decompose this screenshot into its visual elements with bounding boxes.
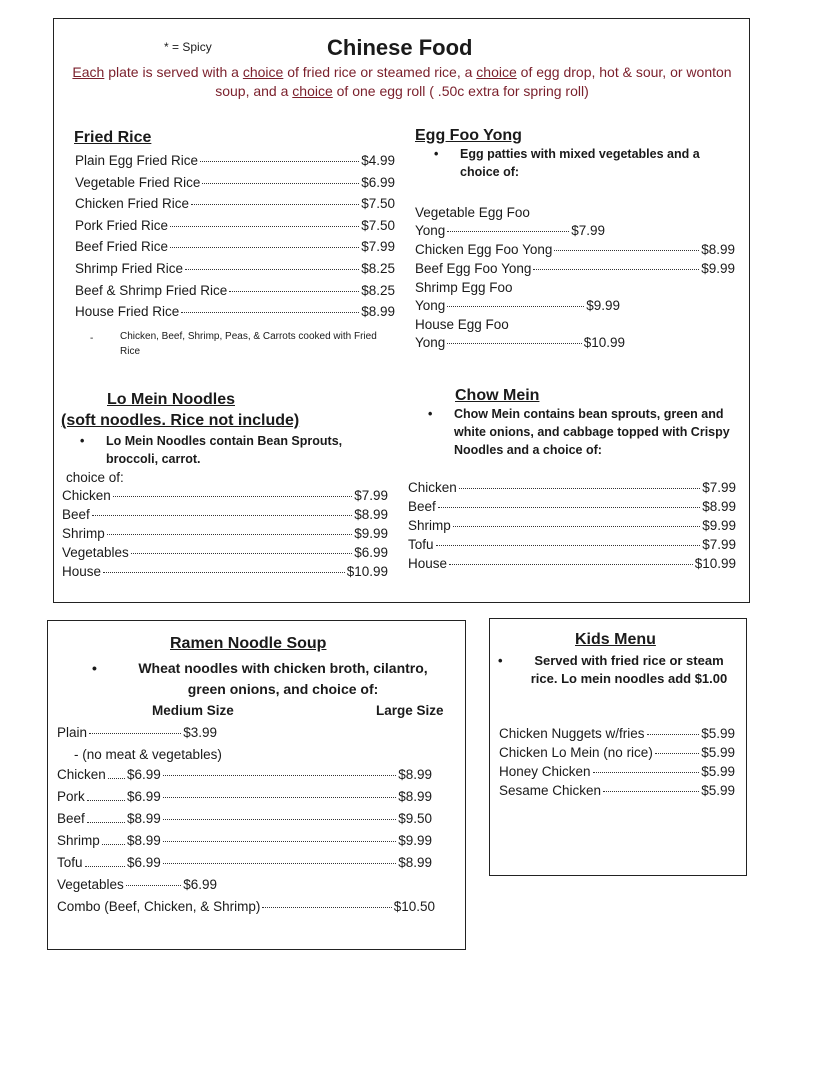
item-name: House: [62, 564, 102, 579]
item-price: $10.99: [583, 335, 625, 350]
item-name: Chicken: [62, 488, 111, 503]
kids-menu-list: [499, 726, 735, 802]
item-price-medium: $6.99: [127, 789, 161, 804]
item-price-medium: $6.99: [127, 855, 161, 870]
menu-item: [408, 556, 736, 575]
menu-item: [415, 261, 735, 280]
dot-leader: [170, 247, 359, 248]
ramen-item-plain: [57, 725, 217, 740]
dot-leader: [87, 786, 125, 801]
item-name: Chicken Lo Mein (no rice): [499, 745, 653, 760]
item-name-line1: Vegetable Egg Foo: [415, 205, 530, 220]
item-name: Tofu: [57, 855, 83, 870]
dot-leader: [113, 496, 352, 497]
menu-item: [408, 537, 736, 556]
item-price: $9.99: [702, 518, 736, 533]
item-price: $10.99: [346, 564, 388, 579]
item-price: $7.99: [571, 223, 605, 238]
dot-leader: [447, 343, 581, 344]
dot-leader: [85, 852, 125, 867]
lo-mein-choice-label: choice of:: [66, 470, 124, 485]
item-price: $9.99: [701, 261, 735, 276]
menu-item: [499, 745, 735, 764]
page-title: Chinese Food: [327, 35, 473, 60]
item-name: House: [408, 556, 448, 571]
lo-mein-subheading: (soft noodles. Rice not include): [61, 412, 300, 429]
menu-item: [499, 783, 735, 802]
menu-item: [75, 153, 395, 175]
item-name: Pork Fried Rice: [75, 217, 169, 233]
intro-part: of one egg roll ( .50c extra for spring roll): [332, 83, 589, 99]
dot-leader: [447, 306, 584, 307]
menu-item: [75, 283, 395, 305]
kids-menu-box: [489, 618, 747, 876]
egg-foo-yong-heading: Egg Foo Yong: [415, 127, 522, 144]
chow-mein-description: • Chow Mein contains bean sprouts, green and white onions, and cabbage topped with Crispy Noodles and a choice of:: [454, 405, 744, 459]
item-price: $8.99: [701, 242, 735, 257]
item-price: $7.99: [361, 239, 395, 255]
item-price: $8.25: [361, 260, 395, 276]
item-price-large: $8.99: [398, 855, 432, 870]
dot-leader: [449, 564, 693, 565]
intro-text: [66, 63, 738, 101]
intro-part: plate is served with a: [104, 64, 243, 80]
item-name: Beef: [408, 499, 436, 514]
dot-leader: [262, 907, 391, 908]
kids-menu-heading: Kids Menu: [575, 631, 656, 648]
dot-leader: [92, 515, 352, 516]
item-price-large: $10.50: [393, 899, 435, 914]
item-name: Beef Fried Rice: [75, 239, 169, 255]
item-name: Chicken Egg Foo Yong: [415, 242, 553, 257]
item-name: Honey Chicken: [499, 764, 591, 779]
dot-leader: [593, 772, 700, 773]
dot-leader: [655, 753, 699, 754]
lo-mein-description: • Lo Mein Noodles contain Bean Sprouts, broccoli, carrot.: [106, 432, 386, 468]
menu-item: [415, 242, 735, 261]
item-name: Shrimp Fried Rice: [75, 260, 184, 276]
menu-item: [75, 218, 395, 240]
menu-item: [408, 499, 736, 518]
item-price: $8.25: [361, 282, 395, 298]
item-price-large: $9.50: [398, 811, 432, 826]
menu-item: [415, 298, 620, 317]
menu-item: [62, 526, 388, 545]
item-name-line1: Shrimp Egg Foo: [415, 280, 513, 295]
chow-mein-list: [408, 480, 736, 575]
item-price-medium: $6.99: [127, 767, 161, 782]
intro-part: of egg drop, hot & sour, or wonton soup, and a: [215, 64, 732, 99]
menu-item: [75, 196, 395, 218]
chow-mein-heading: Chow Mein: [455, 387, 540, 404]
item-name: Beef & Shrimp Fried Rice: [75, 282, 228, 298]
item-price: $5.99: [701, 783, 735, 798]
menu-item: [408, 518, 736, 537]
item-name: Tofu: [408, 537, 434, 552]
item-price-medium: $6.99: [183, 877, 217, 892]
item-name: House Fried Rice: [75, 304, 180, 320]
item-name: Vegetables: [57, 877, 124, 892]
egg-foo-yong-list: [415, 205, 735, 354]
fried-rice-note: Chicken, Beef, Shrimp, Peas, & Carrots cooked with Fried Rice: [120, 331, 377, 357]
item-name: Chicken Fried Rice: [75, 196, 190, 212]
intro-word-choice: choice: [476, 64, 517, 80]
item-price: $7.50: [361, 217, 395, 233]
dot-leader: [131, 553, 352, 554]
dot-leader: [647, 734, 700, 735]
item-name: Beef Egg Foo Yong: [415, 261, 532, 276]
ramen-list: [57, 767, 432, 877]
item-price: $7.99: [702, 537, 736, 552]
item-price: $10.99: [694, 556, 736, 571]
item-name: Yong: [415, 298, 446, 313]
dot-leader: [181, 312, 359, 313]
menu-item: [415, 223, 605, 242]
item-price: $5.99: [701, 745, 735, 760]
item-price: $9.99: [586, 298, 620, 313]
dot-leader: [202, 183, 359, 184]
item-price: $8.99: [354, 507, 388, 522]
ramen-description: • Wheat noodles with chicken broth, cilantro, green onions, and choice of:: [118, 658, 448, 700]
item-name: Beef: [57, 811, 85, 826]
dot-leader: [554, 250, 699, 251]
intro-part: of fried rice or steamed rice, a: [283, 64, 477, 80]
dot-leader: [200, 161, 359, 162]
dot-leader: [436, 545, 701, 546]
item-name: Vegetables: [62, 545, 129, 560]
dot-leader: [459, 488, 700, 489]
dot-leader: [447, 231, 569, 232]
ramen-item-vegetables: [57, 877, 217, 892]
lo-mein-list: [62, 488, 388, 583]
item-price: $7.99: [354, 488, 388, 503]
item-name: Yong: [415, 335, 446, 350]
fried-rice-heading: Fried Rice: [74, 129, 152, 146]
item-price: $7.50: [361, 196, 395, 212]
item-name: Shrimp: [57, 833, 100, 848]
dot-leader: [603, 791, 699, 792]
intro-word-choice: choice: [242, 64, 284, 80]
menu-item: [499, 764, 735, 783]
item-price-medium: $8.99: [127, 811, 161, 826]
fried-rice-note-dash: -: [90, 333, 94, 344]
menu-item: [415, 335, 625, 354]
intro-word-choice: choice: [292, 83, 333, 99]
menu-item: [75, 239, 395, 261]
ramen-item-combo: [57, 899, 435, 914]
item-name: Shrimp: [62, 526, 105, 541]
menu-item: [62, 488, 388, 507]
item-name: Chicken: [57, 767, 106, 782]
item-price-large: $8.99: [398, 767, 432, 782]
item-name: Plain Egg Fried Rice: [75, 153, 199, 168]
dot-leader: [229, 291, 359, 292]
item-price: $6.99: [354, 545, 388, 560]
dot-leader: [107, 534, 352, 535]
item-name: Shrimp: [408, 518, 451, 533]
item-price-large: $8.99: [398, 789, 432, 804]
dot-leader: [163, 863, 396, 864]
item-price: $5.99: [701, 764, 735, 779]
dot-leader: [185, 269, 359, 270]
item-name: Sesame Chicken: [499, 783, 602, 798]
lo-mein-heading: Lo Mein Noodles: [107, 391, 235, 408]
large-size-label: Large Size: [376, 703, 444, 718]
dot-leader: [87, 808, 125, 823]
item-price: $9.99: [354, 526, 388, 541]
item-name-line1: House Egg Foo: [415, 317, 509, 332]
item-name: Beef: [62, 507, 90, 522]
item-name: Chicken Nuggets w/fries: [499, 726, 645, 741]
dot-leader: [438, 507, 700, 508]
item-price: $8.99: [702, 499, 736, 514]
dot-leader: [102, 830, 125, 845]
dot-leader: [126, 885, 181, 886]
kids-menu-description: • Served with fried rice or steam rice. Lo mein noodles add $1.00: [524, 652, 734, 688]
dot-leader: [191, 204, 359, 205]
menu-item: [62, 545, 388, 564]
dot-leader: [163, 797, 396, 798]
item-name: Combo (Beef, Chicken, & Shrimp): [57, 899, 261, 914]
ramen-box: [47, 620, 466, 950]
menu-item: [75, 304, 395, 326]
item-price: $5.99: [701, 726, 735, 741]
dot-leader: [103, 572, 345, 573]
intro-word-each: Each: [72, 64, 105, 80]
spicy-legend: * = Spicy: [164, 40, 212, 54]
item-name: Vegetable Fried Rice: [75, 174, 201, 190]
dot-leader: [108, 764, 125, 779]
menu-item: [75, 261, 395, 283]
menu-item: [62, 564, 388, 583]
item-name: Plain: [57, 725, 88, 740]
medium-size-label: Medium Size: [152, 703, 234, 718]
item-price: $7.99: [702, 480, 736, 495]
ramen-plain-note: - (no meat & vegetables): [74, 747, 222, 762]
menu-item: [499, 726, 735, 745]
dot-leader: [533, 269, 699, 270]
dot-leader: [170, 226, 359, 227]
item-price: $6.99: [361, 174, 395, 190]
menu-item: [408, 480, 736, 499]
item-price-large: $9.99: [398, 833, 432, 848]
dot-leader: [163, 775, 396, 776]
item-price-medium: $8.99: [127, 833, 161, 848]
egg-foo-yong-description: • Egg patties with mixed vegetables and a choice of:: [460, 145, 740, 181]
dot-leader: [163, 819, 396, 820]
dot-leader: [163, 841, 396, 842]
menu-item: [62, 507, 388, 526]
main-menu-box: [53, 18, 750, 603]
item-price: $4.99: [361, 153, 395, 168]
dot-leader: [453, 526, 700, 527]
menu-item: [57, 855, 432, 877]
item-name: Yong: [415, 223, 446, 238]
item-name: Chicken: [408, 480, 457, 495]
ramen-heading: Ramen Noodle Soup: [170, 635, 327, 652]
dot-leader: [89, 733, 181, 734]
item-price-medium: $3.99: [183, 725, 217, 740]
menu-item: [75, 175, 395, 197]
item-name: Pork: [57, 789, 85, 804]
fried-rice-list: [75, 153, 395, 326]
item-price: $8.99: [361, 304, 395, 320]
